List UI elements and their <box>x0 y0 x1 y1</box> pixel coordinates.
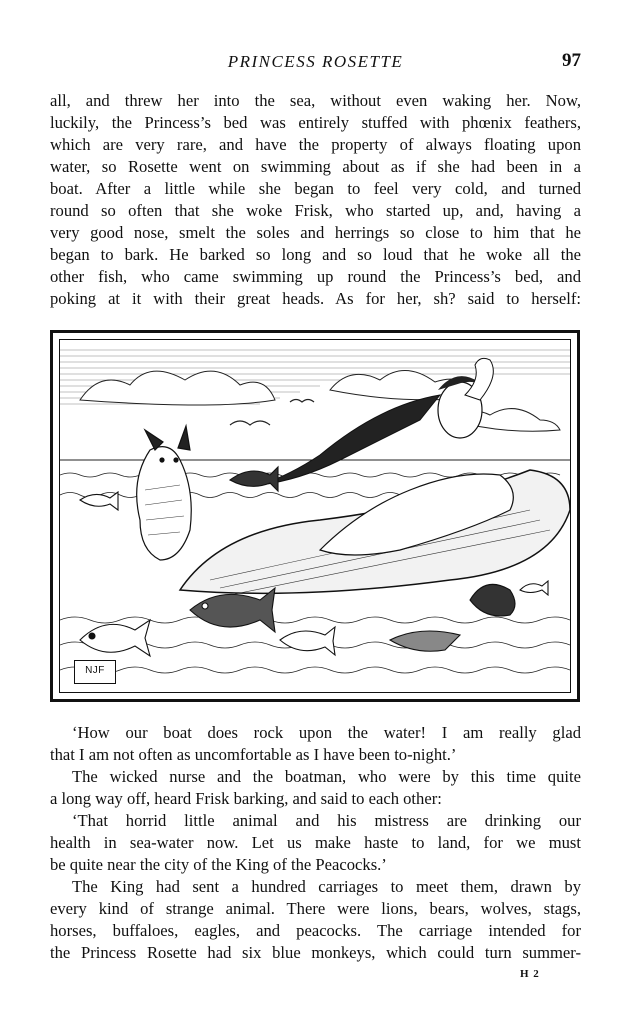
signature-mark: H 2 <box>520 968 540 980</box>
text-line: poking at it with their great heads. As for her, sh? said to herself: <box>50 289 581 308</box>
text-line: horses, buffaloes, eagles, and peacocks. The carriage intended for <box>50 921 581 940</box>
text-line: The King had sent a hundred carriages to meet them, drawn by <box>72 877 581 896</box>
text-line: ‘That horrid little animal and his mistress are drinking our <box>72 811 581 830</box>
illustration-frame <box>59 339 571 693</box>
text-line: ‘How our boat does rock upon the water! I am really glad <box>72 723 581 742</box>
page-number: 97 <box>562 50 581 71</box>
text-line: that I am not often as uncomfortable as I have been to-night.’ <box>50 745 457 764</box>
text-line: other fish, who came swimming up round the Princess’s bed, and <box>50 267 581 286</box>
running-title: PRINCESS ROSETTE <box>227 52 404 71</box>
text-line: every kind of strange animal. There were lions, bears, wolves, stags, <box>50 899 581 918</box>
paragraph-2 <box>50 722 581 766</box>
paragraph-3 <box>50 766 581 810</box>
text-line: water, so Rosette went on swimming about as if she had been in a <box>50 157 581 176</box>
text-line: The wicked nurse and the boatman, who were by this time quite <box>72 767 581 786</box>
text-line: health in sea-water now. Let us make haste to land, for we must <box>50 833 581 852</box>
paragraph-5 <box>50 876 581 964</box>
text-line: very good nose, smelt the soles and herrings so close to him that he <box>50 223 581 242</box>
text-line: round so often that she woke Frisk, who started up, and, having a <box>50 201 581 220</box>
text-line: boat. After a little while she began to feel very cold, and turned <box>50 179 581 198</box>
paragraph-4 <box>50 810 581 876</box>
paragraph-1 <box>50 90 581 310</box>
text-line: all, and threw her into the sea, without even waking her. Now, <box>50 91 581 110</box>
illustration-princess-floating <box>50 330 580 702</box>
text-line: a long way off, heard Frisk barking, and said to each other: <box>50 789 442 808</box>
text-line: which are very rare, and have the property of always floating upon <box>50 135 581 154</box>
text-line: began to bark. He barked so long and so loud that he woke all the <box>50 245 581 264</box>
artist-monogram: NJF <box>74 660 116 684</box>
running-head <box>50 50 581 76</box>
engraving-artwork <box>60 340 570 692</box>
text-line: the Princess Rosette had six blue monkeys, which could turn summer- <box>50 943 581 962</box>
text-line: be quite near the city of the King of the Peacocks.’ <box>50 855 387 874</box>
text-line: luckily, the Princess’s bed was entirely stuffed with phœnix feathers, <box>50 113 581 132</box>
